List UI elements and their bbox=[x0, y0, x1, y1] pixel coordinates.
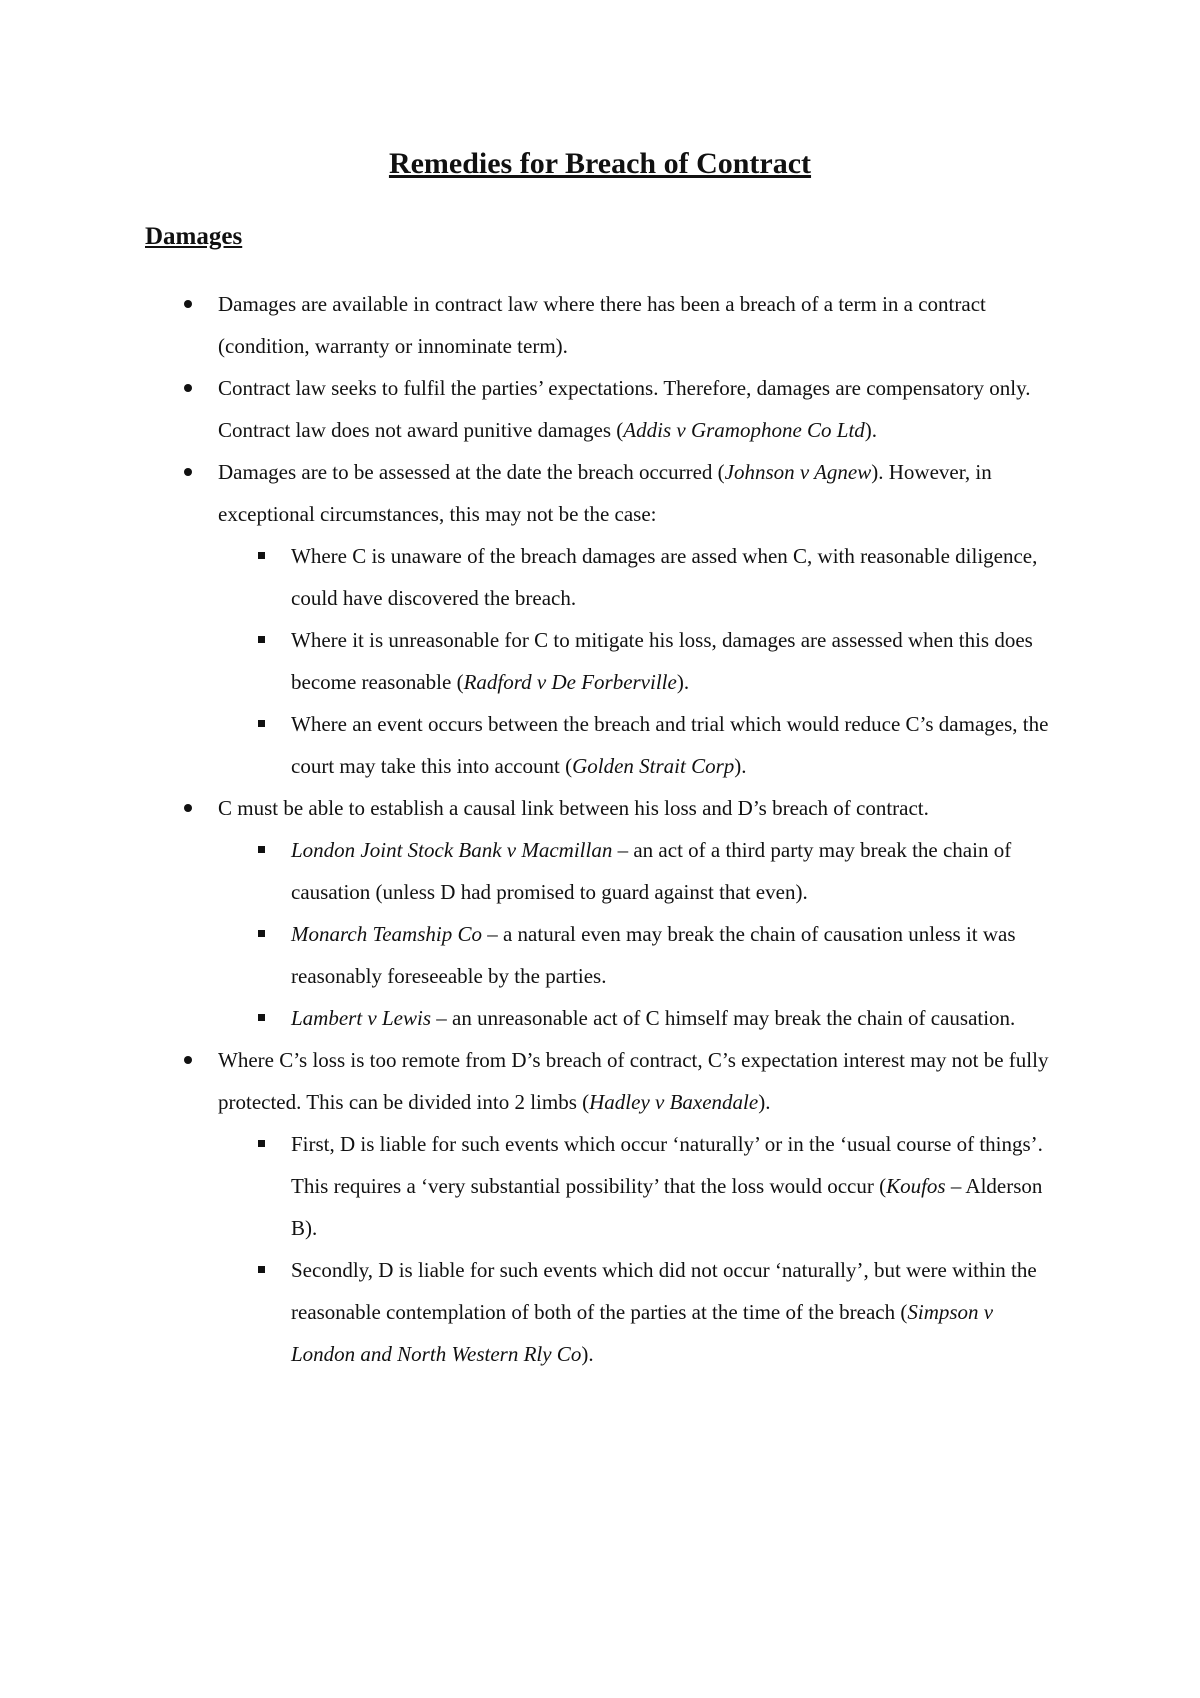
document-title: Remedies for Breach of Contract bbox=[388, 147, 812, 180]
sub-bullet-item bbox=[218, 997, 1060, 1039]
sub-bullet-text: ). bbox=[676, 670, 690, 694]
bullet-item bbox=[0, 787, 1200, 1039]
sub-bullet-text: Secondly, D is liable for such events which did not occur ‘naturally’, but were within the reasonable contemplation of both of the parties at the time of the breach ( bbox=[291, 1258, 1037, 1324]
square-bullet-icon bbox=[258, 1266, 265, 1273]
sub-bullet-text: Where C is unaware of the breach damages are assed when C, with reasonable diligence, could have discovered the breach. bbox=[291, 544, 1038, 610]
bullet-dot-icon bbox=[184, 384, 192, 392]
sub-bullet-list bbox=[218, 1123, 1060, 1375]
bullet-item bbox=[0, 283, 1200, 367]
bullet-text: Damages are to be assessed at the date the breach occurred ( bbox=[218, 460, 725, 484]
bullet-text: ). However, in exceptional circumstances, this may not be the case: bbox=[218, 460, 992, 526]
sub-bullet-text: ). bbox=[734, 754, 747, 778]
sub-bullet-item bbox=[218, 619, 1060, 703]
bullet-text: Where C’s loss is too remote from D’s breach of contract, C’s expectation interest may not be fully protected. This can be divided into 2 limbs ( bbox=[218, 1048, 1049, 1114]
bullet-item bbox=[0, 451, 1200, 787]
square-bullet-icon bbox=[258, 930, 265, 937]
sub-bullet-text: – an unreasonable act of C himself may break the chain of causation. bbox=[431, 1006, 1016, 1030]
bullet-dot-icon bbox=[184, 1056, 192, 1064]
sub-bullet-item bbox=[218, 703, 1060, 787]
bullet-text: C must be able to establish a causal link between his loss and D’s breach of contract. bbox=[218, 796, 929, 820]
square-bullet-icon bbox=[258, 720, 265, 727]
square-bullet-icon bbox=[258, 846, 265, 853]
square-bullet-icon bbox=[258, 636, 265, 643]
case-citation: Monarch Teamship Co bbox=[291, 922, 482, 946]
case-citation: Golden Strait Corp bbox=[572, 754, 735, 778]
sub-bullet-list bbox=[218, 829, 1060, 1039]
case-citation: Addis v Gramophone Co Ltd bbox=[623, 418, 865, 442]
sub-bullet-item bbox=[218, 535, 1060, 619]
bullet-item bbox=[0, 1039, 1200, 1375]
square-bullet-icon bbox=[258, 552, 265, 559]
bullet-dot-icon bbox=[184, 804, 192, 812]
sub-bullet-text: – a natural even may break the chain of causation unless it was reasonably foreseeable by the parties. bbox=[291, 922, 1016, 988]
sub-bullet-item bbox=[218, 1249, 1060, 1375]
bullet-text: Contract law seeks to fulfil the parties’ expectations. Therefore, damages are compensatory only. Contract law does not award punitive damages ( bbox=[218, 376, 1031, 442]
case-citation: London Joint Stock Bank v Macmillan bbox=[291, 838, 613, 862]
sub-bullet-text: First, D is liable for such events which occur ‘naturally’ or in the ‘usual course of things’. This requires a ‘very substantial possibility’ that the loss would occur ( bbox=[291, 1132, 1043, 1198]
sub-bullet-item bbox=[218, 1123, 1060, 1249]
sub-bullet-item bbox=[218, 829, 1060, 913]
case-citation: Hadley v Baxendale bbox=[589, 1090, 759, 1114]
sub-bullet-text: ). bbox=[581, 1342, 594, 1366]
damages-bullet-list bbox=[0, 283, 1200, 1375]
case-citation: Lambert v Lewis bbox=[291, 1006, 432, 1030]
square-bullet-icon bbox=[258, 1014, 265, 1021]
sub-bullet-text: – an act of a third party may break the chain of causation (unless D had promised to guard against that even). bbox=[291, 838, 1012, 904]
case-citation: Radford v De Forberville bbox=[463, 670, 677, 694]
bullet-text: Damages are available in contract law where there has been a breach of a term in a contract (condition, warranty or innominate term). bbox=[218, 292, 986, 358]
bullet-text: ). bbox=[758, 1090, 771, 1114]
case-citation: Simpson v London and North Western Rly Co bbox=[291, 1300, 994, 1366]
sub-bullet-list bbox=[218, 535, 1060, 787]
bullet-dot-icon bbox=[184, 300, 192, 308]
sub-bullet-text: – Alderson B). bbox=[291, 1174, 1043, 1240]
bullet-dot-icon bbox=[184, 468, 192, 476]
case-citation: Koufos bbox=[886, 1174, 946, 1198]
sub-bullet-item bbox=[218, 913, 1060, 997]
square-bullet-icon bbox=[258, 1140, 265, 1147]
sub-bullet-text: Where it is unreasonable for C to mitigate his loss, damages are assessed when this does become reasonable ( bbox=[291, 628, 1033, 694]
section-heading-damages: Damages bbox=[145, 223, 243, 250]
bullet-item bbox=[0, 367, 1200, 451]
case-citation: Johnson v Agnew bbox=[724, 460, 872, 484]
sub-bullet-text: Where an event occurs between the breach and trial which would reduce C’s damages, the court may take this into account ( bbox=[291, 712, 1049, 778]
bullet-text: ). bbox=[864, 418, 878, 442]
